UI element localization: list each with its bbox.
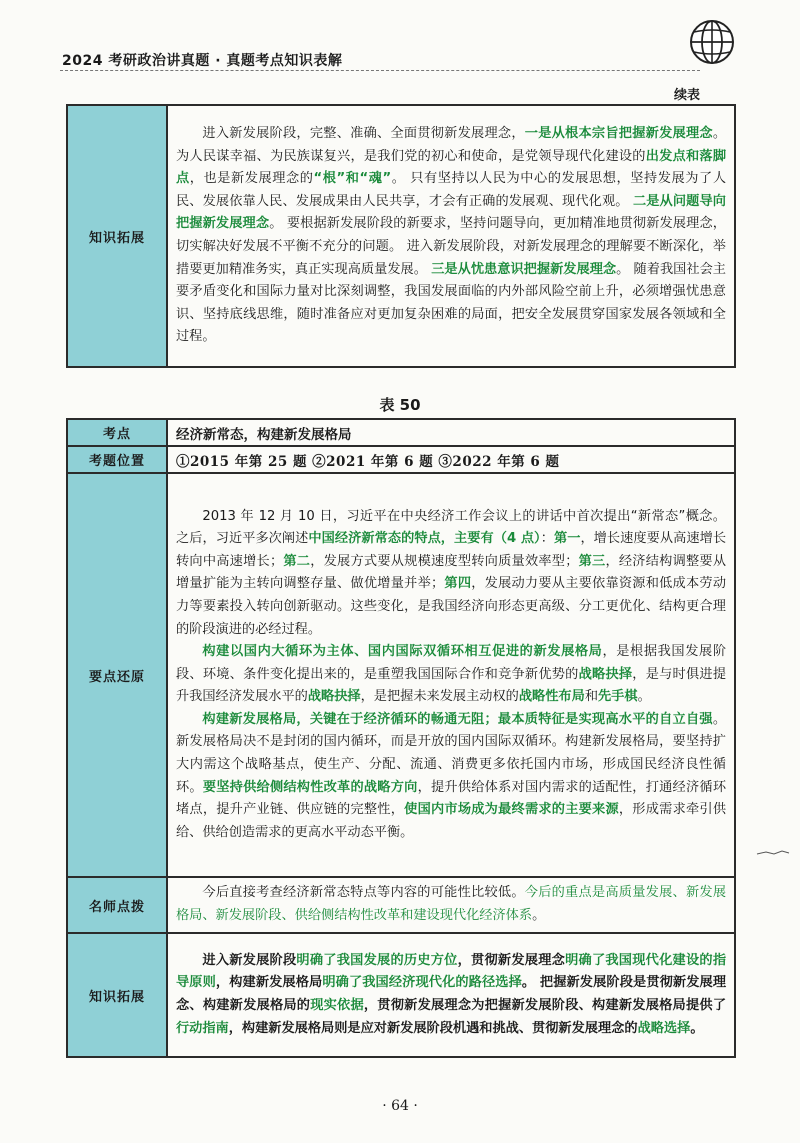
body-text: 和 [584,689,598,705]
highlighted-text: 要坚持供给侧结构性改革的战略方向 [202,779,418,795]
body-text: ，提升供给体系对国内需求的适配性，打通经济循环堵点，提升产业链、供应链的完整性， [176,779,727,818]
continued-label: 续表 [673,88,700,103]
highlighted-text: 第三 [578,553,606,569]
body-text: 。 只有坚持以人民为中心的发展思想，坚持发展为了人民、发展依靠人民、发展成果由人民共享，才会有正确的发展观、现代化观。 [176,171,727,209]
row-label-key-points: 要点还原 [67,473,167,877]
body-text: 今后直接考查经济新常态特点等内容的可能性比较低。 [202,885,525,901]
highlighted-text: 战略抉择 [307,689,361,705]
body-text: 进入新发展阶段 [202,952,297,968]
body-text: ： [540,531,554,547]
row-label-topic: 考点 [67,419,167,446]
knowledge-extension-content [167,105,735,367]
highlighted-text: 第四 [444,576,472,592]
highlighted-text: 构建新发展格局，关键在于经济循环的畅通无阻；最本质特征是实现高水平的自立自强 [202,711,713,727]
body-text: ，增长速度要从高速增长转向中高速增长； [176,531,727,569]
body-text: ，构建新发展格局则是应对新发展阶段机遇和挑战、贯彻新发展理念的 [228,1020,638,1036]
body-text: 进入新发展阶段，完整、准确、全面贯彻新发展理念， [202,126,525,142]
body-text: ，构建新发展格局 [215,975,323,991]
page-header [60,44,740,70]
highlighted-text: 明确了我国发展的历史方位 [296,952,458,968]
paragraph [176,506,726,642]
highlighted-text: 出发点和落脚点 [176,148,727,187]
highlighted-text: 一是从根本宗旨把握新发展理念 [524,126,713,142]
body-text: ，发展动力要从主要依靠资源和低成本劳动力等要素投入转向创新驱动。这些变化，是我国经济向形态更高级、分工更优化、结构更合理的阶段演进的必经过程。 [176,576,727,637]
highlighted-text: 战略抉择 [578,666,633,682]
body-text: 。 [637,689,651,705]
body-text: ，发展方式要从规模速度型转向质量效率型； [310,553,579,569]
table-title: 表 50 [379,396,421,414]
body-text: 。 为人民谋幸福、为民族谋复兴，是我们党的初心和使命，是党领导现代化建设的 [176,126,727,164]
globe-icon [688,18,736,66]
highlighted-text: 第二 [283,553,311,569]
body-text: ，贯彻新发展理念 [457,952,566,968]
page-number: · 64 · [382,1098,418,1114]
highlighted-text: 构建以国内大循环为主体、国内国际双循环相互促进的新发展格局 [202,644,603,660]
body-text: 。新发展格局决不是封闭的国内循环，而是开放的国内国际双循环。构建新发展格局，要坚持扩大内需这个战略基点，使生产、分配、流通、消费更多依托国内市场，形成国民经济良性循环。 [176,711,726,795]
highlighted-text: “根”和“魂” [313,171,392,187]
highlighted-text: 行动指南 [176,1020,229,1036]
body-text: 。 [690,1020,704,1036]
paragraph [176,123,726,349]
margin-mark-icon [756,848,790,858]
highlighted-text: 战略选择 [637,1020,691,1036]
key-points-content [167,473,735,877]
paragraph [176,709,726,845]
highlighted-text: 先手棋 [598,689,638,705]
row-label-knowledge-extension: 知识拓展 [67,105,167,367]
highlighted-text: 明确了我国经济现代化的路径选择 [322,975,522,991]
highlighted-text: 第一 [553,531,581,547]
paragraph [176,882,726,927]
body-text: ，经济结构调整要从增量扩能为主转向调整存量、做优增量并举； [176,553,727,592]
body-text: ，也是新发展理念的 [189,171,314,187]
row-label-exam-position: 考题位置 [67,446,167,473]
highlighted-text: 战略性布局 [518,689,585,705]
body-text: 。 随着我国社会主要矛盾变化和国际力量对比深刻调整，我国发展面临的内外部风险空前上升，必须增强忧患意识、坚持底线思维，随时准备应对更加复杂困难的局面，把安全发展贯穿国家发展各领域和全过程。 [176,261,726,345]
body-text: 。 把握新发展阶段是贯彻新发展理念、构建新发展格局的 [176,975,727,1013]
highlighted-text: 明确了我国现代化建设的指导原则 [176,952,727,991]
highlighted-text: 今后的重点是高质量发展、新发展格局、新发展阶段、供给侧结构性改革和建设现代化经济体系 [176,885,727,923]
topic-value: 经济新常态，构建新发展格局 [167,419,735,446]
row-label-knowledge-extension: 知识拓展 [67,933,167,1057]
highlighted-text: 现实依据 [310,998,364,1013]
body-text: 。 要根据新发展阶段的新要求，坚持问题导向，更加精准地贯彻新发展理念，切实解决好发展不平衡不充分的问题。 进入新发展阶段，对新发展理念的理解要不断深化，举措要更加精准务实，真正实现高质量发展。 [176,216,726,277]
knowledge-extension-content [167,933,735,1057]
paragraph [176,950,726,1040]
running-title: 2024 考研政治讲真题 · 真题考点知识表解 [62,53,343,69]
body-text: ，形成需求牵引供给、供给创造需求的更高水平动态平衡。 [176,802,727,840]
highlighted-text: 三是从忧患意识把握新发展理念 [431,261,617,277]
body-text: 。 [532,908,546,923]
paragraph [176,641,726,709]
body-text: ，是根据我国发展阶段、环境、条件变化提出来的，是重塑我国国际合作和竞争新优势的 [176,644,727,682]
teacher-tips-content [167,877,735,933]
body-text: 2013 年 12 月 10 日，习近平在中央经济工作会议上的讲话中首次提出“新常态”概念。之后，习近平多次阐述 [176,508,726,547]
highlighted-text: 中国经济新常态的特点，主要有（4 点） [308,531,541,547]
continued-table [66,104,736,368]
header-divider [60,70,700,71]
highlighted-text: 二是从问题导向把握新发展理念 [176,193,726,232]
body-text: ，贯彻新发展理念为把握新发展阶段、构建新发展格局提供了 [363,998,727,1013]
body-text: ，是把握未来发展主动权的 [360,689,519,705]
highlighted-text: 使国内市场成为最终需求的主要来源 [404,802,619,818]
body-text: ，是与时俱进提升我国经济发展水平的 [176,666,727,705]
table-50 [66,418,736,1058]
row-label-teacher-tips: 名师点拨 [67,877,167,933]
exam-position-value: ①2015 年第 25 题 ②2021 年第 6 题 ③2022 年第 6 题 [167,446,735,473]
